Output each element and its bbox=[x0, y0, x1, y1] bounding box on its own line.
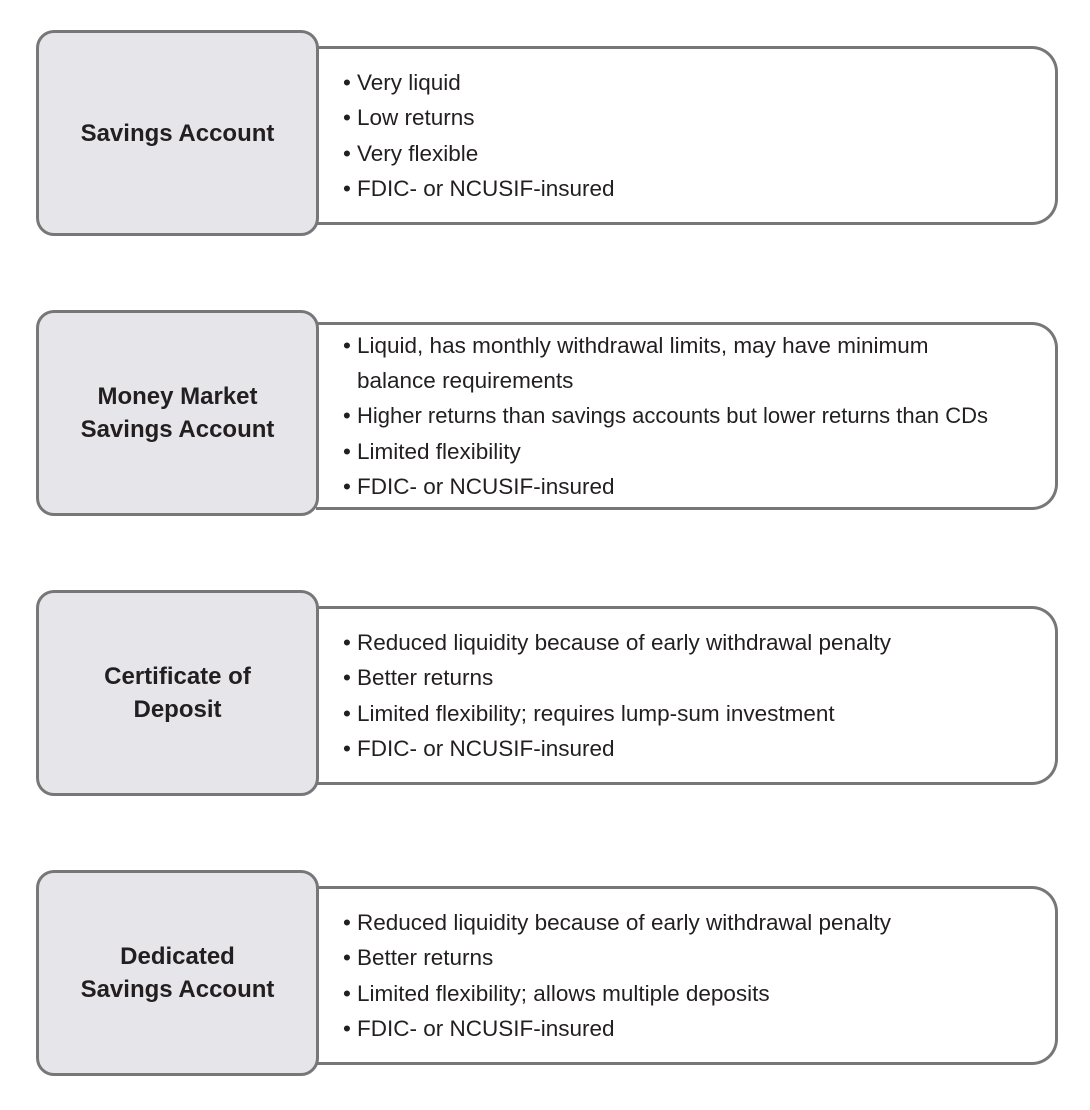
feature-item: • FDIC- or NCUSIF-insured bbox=[343, 731, 891, 766]
account-label-box bbox=[36, 310, 319, 516]
feature-item: • Reduced liquidity because of early withdrawal penalty bbox=[343, 625, 891, 660]
account-name: Money Market Savings Account bbox=[80, 383, 275, 443]
feature-item: • Very liquid bbox=[343, 65, 615, 100]
feature-item: • Low returns bbox=[343, 100, 615, 135]
feature-item: • Liquid, has monthly withdrawal limits, may have minimum balance requirements bbox=[343, 328, 997, 399]
account-label-box bbox=[36, 870, 319, 1076]
account-details-box bbox=[316, 46, 1058, 225]
account-name: Savings Account bbox=[80, 119, 275, 147]
account-name: Certificate of Deposit bbox=[104, 663, 251, 723]
feature-item: • Very flexible bbox=[343, 136, 615, 171]
account-label-box bbox=[36, 590, 319, 796]
feature-item: • FDIC- or NCUSIF-insured bbox=[343, 1011, 891, 1046]
feature-list bbox=[316, 65, 615, 206]
feature-item: • Limited flexibility; allows multiple deposits bbox=[343, 976, 891, 1011]
feature-item: • Higher returns than savings accounts but lower returns than CDs bbox=[343, 398, 997, 433]
account-details-box bbox=[316, 322, 1058, 510]
account-details-box bbox=[316, 886, 1058, 1065]
feature-list bbox=[316, 905, 891, 1046]
feature-list bbox=[316, 328, 1015, 504]
feature-item: • Reduced liquidity because of early withdrawal penalty bbox=[343, 905, 891, 940]
feature-list bbox=[316, 625, 891, 766]
feature-item: • Limited flexibility bbox=[343, 434, 997, 469]
feature-item: • FDIC- or NCUSIF-insured bbox=[343, 171, 615, 206]
feature-item: • FDIC- or NCUSIF-insured bbox=[343, 469, 997, 504]
feature-item: • Better returns bbox=[343, 940, 891, 975]
feature-item: • Better returns bbox=[343, 660, 891, 695]
account-name: Dedicated Savings Account bbox=[80, 943, 275, 1003]
feature-item: • Limited flexibility; requires lump-sum investment bbox=[343, 696, 891, 731]
account-label-box bbox=[36, 30, 319, 236]
account-details-box bbox=[316, 606, 1058, 785]
